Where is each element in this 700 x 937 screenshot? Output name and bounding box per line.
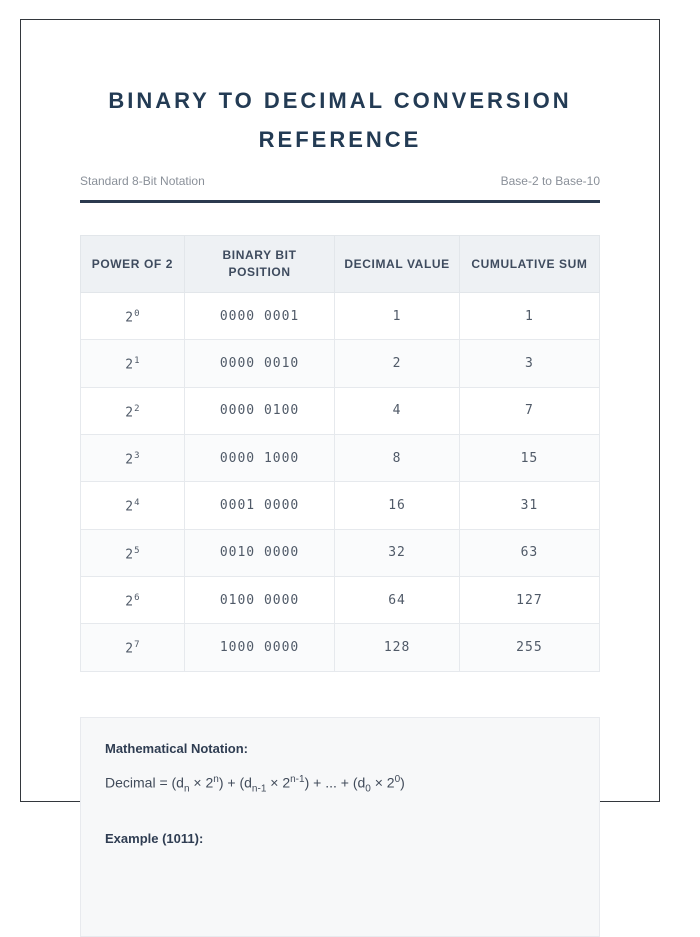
power-of-2-cell: $2^4$	[81, 482, 185, 529]
table-row	[81, 576, 600, 623]
table-row	[81, 482, 600, 529]
decimal-value-cell: 16	[335, 482, 460, 529]
column-header-binary-bit-position: BINARY BIT POSITION	[184, 236, 335, 293]
power-of-2-cell: $2^0$	[81, 293, 185, 340]
table-row	[81, 529, 600, 576]
table-row	[81, 434, 600, 481]
divider-rule	[80, 200, 600, 203]
decimal-value-cell: 2	[335, 340, 460, 387]
conversion-table	[80, 235, 600, 672]
column-header-decimal-value: DECIMAL VALUE	[335, 236, 460, 293]
meta-row	[80, 173, 600, 189]
cumulative-sum-cell: 31	[459, 482, 599, 529]
binary-bit-position-cell: 0010 0000	[184, 529, 335, 576]
table-body	[81, 293, 600, 672]
power-of-2-cell: $2^6$	[81, 576, 185, 623]
binary-bit-position-cell: 0000 0001	[184, 293, 335, 340]
power-of-2-cell: $2^1$	[81, 340, 185, 387]
binary-bit-position-cell: 0000 1000	[184, 434, 335, 481]
cumulative-sum-cell: 63	[459, 529, 599, 576]
binary-bit-position-cell: 1000 0000	[184, 624, 335, 671]
page-content	[21, 81, 659, 937]
binary-bit-position-cell: 0000 0100	[184, 387, 335, 434]
cumulative-sum-cell: 255	[459, 624, 599, 671]
power-of-2-cell: $2^3$	[81, 434, 185, 481]
binary-bit-position-cell: 0000 0010	[184, 340, 335, 387]
example-label: Example (1011):	[105, 831, 204, 847]
conversion-formula: Decimal = $(d_n \times 2^n) + (d_{n-1} \times 2^{n-1})$ + ... + $(d_0 \times 2^0)$	[105, 773, 405, 795]
table-row	[81, 387, 600, 434]
cumulative-sum-cell: 15	[459, 434, 599, 481]
power-of-2-cell: $2^7$	[81, 624, 185, 671]
notation-standard-label: Standard 8-Bit Notation	[80, 174, 205, 188]
base-conversion-label: Base-2 to Base-10	[500, 174, 600, 188]
table-header-row	[81, 236, 600, 293]
cumulative-sum-cell: 3	[459, 340, 599, 387]
decimal-value-cell: 128	[335, 624, 460, 671]
decimal-value-cell: 4	[335, 387, 460, 434]
page-title: BINARY TO DECIMAL CONVERSION REFERENCE	[108, 88, 572, 152]
notation-label: Mathematical Notation:	[105, 740, 249, 756]
document-page	[20, 19, 660, 847]
power-of-2-cell: $2^2$	[81, 387, 185, 434]
cumulative-sum-cell: 1	[459, 293, 599, 340]
cumulative-sum-cell: 127	[459, 576, 599, 623]
table-row	[81, 624, 600, 671]
decimal-value-cell: 64	[335, 576, 460, 623]
table-row	[81, 340, 600, 387]
binary-bit-position-cell: 0100 0000	[184, 576, 335, 623]
binary-bit-position-cell: 0001 0000	[184, 482, 335, 529]
decimal-value-cell: 32	[335, 529, 460, 576]
column-header-power-of-2: POWER OF 2	[81, 236, 185, 293]
decimal-value-cell: 8	[335, 434, 460, 481]
power-of-2-cell: $2^5$	[81, 529, 185, 576]
column-header-cumulative-sum: CUMULATIVE SUM	[459, 236, 599, 293]
notation-box	[80, 717, 600, 937]
table-row	[81, 293, 600, 340]
decimal-value-cell: 1	[335, 293, 460, 340]
cumulative-sum-cell: 7	[459, 387, 599, 434]
